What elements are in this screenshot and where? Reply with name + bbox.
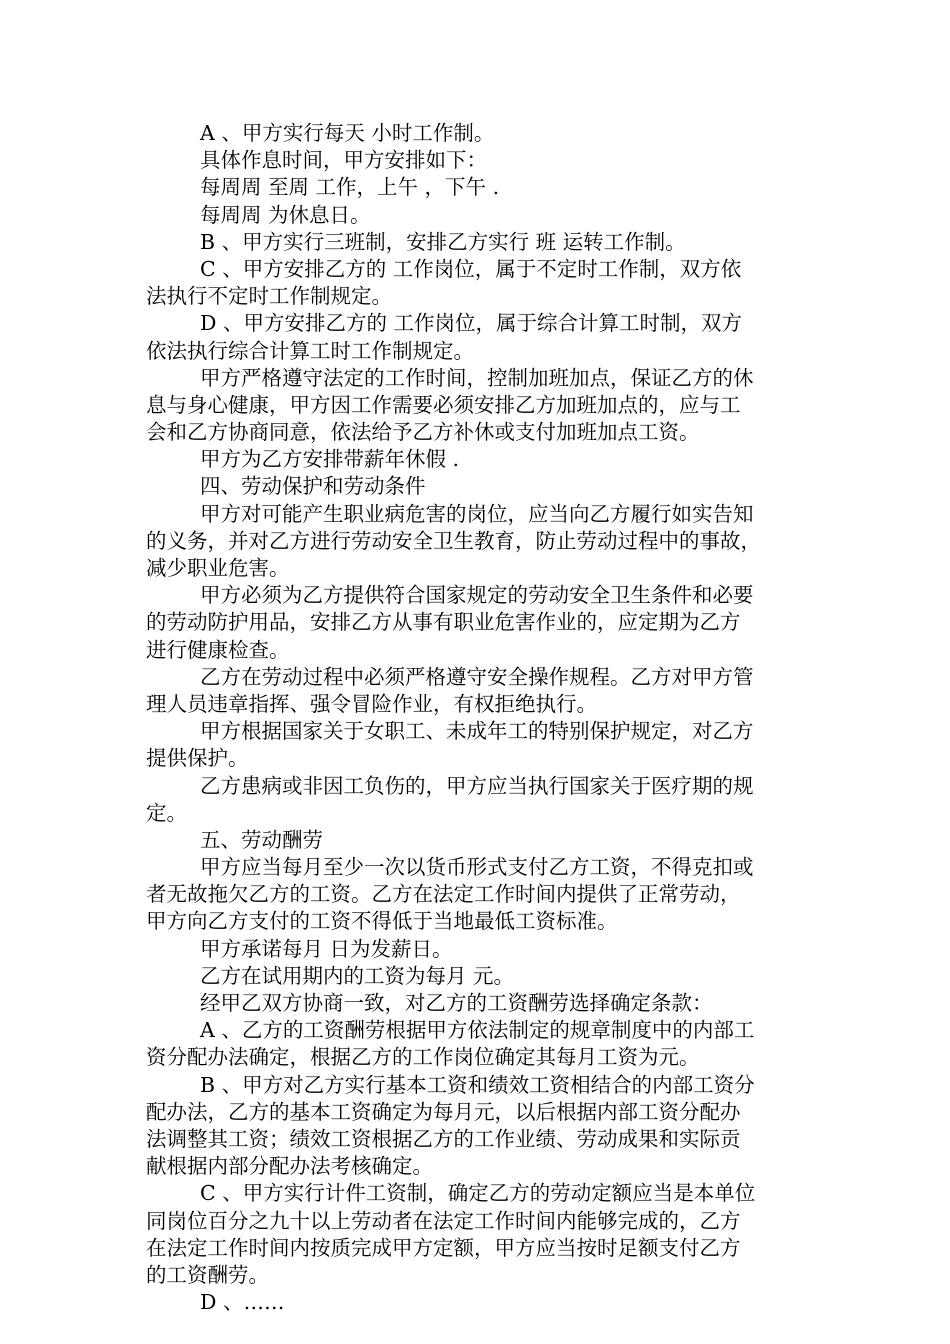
text-line: 法调整其工资；绩效工资根据乙方的工作业绩、劳动成果和实际贡 (146, 1126, 741, 1151)
text-line: 四、劳动保护和劳动条件 (200, 474, 426, 499)
text-line: D 、…… (200, 1290, 285, 1315)
text-line: 的义务，并对乙方进行劳动安全卫生教育，防止劳动过程中的事故， (146, 528, 761, 553)
text-line: 甲方必须为乙方提供符合国家规定的劳动安全卫生条件和必要 (200, 583, 754, 608)
text-line: 依法执行综合计算工时工作制规定。 (146, 338, 474, 363)
text-line: C 、甲方安排乙方的 工作岗位，属于不定时工作制，双方依 (200, 256, 742, 281)
text-line: 具体作息时间，甲方安排如下： (200, 148, 487, 173)
text-line: 五、劳动酬劳 (200, 827, 323, 852)
text-line: 甲方对可能产生职业病危害的岗位，应当向乙方履行如实告知 (200, 501, 754, 526)
text-line: 经甲乙双方协商一致，对乙方的工资酬劳选择确定条款： (200, 991, 713, 1015)
text-line: 者无故拖欠乙方的工资。乙方在法定工作时间内提供了正常劳动， (146, 882, 741, 907)
text-line: A 、乙方的工资酬劳根据甲方依法制定的规章制度中的内部工 (200, 1018, 755, 1043)
text-line: 甲方根据国家关于女职工、未成年工的特别保护规定，对乙方 (200, 719, 754, 744)
text-line: 乙方患病或非因工负伤的，甲方应当执行国家关于医疗期的规 (200, 773, 754, 798)
text-line: 会和乙方协商同意，依法给予乙方补休或支付加班加点工资。 (146, 420, 700, 445)
text-line: 理人员违章指挥、强令冒险作业，有权拒绝执行。 (146, 691, 597, 716)
text-line: 进行健康检查。 (146, 637, 290, 662)
text-line: 提供保护。 (146, 746, 249, 771)
text-line: 的劳动防护用品，安排乙方从事有职业危害作业的，应定期为乙方 (146, 610, 741, 635)
text-line: 乙方在劳动过程中必须严格遵守安全操作规程。乙方对甲方管 (200, 664, 754, 689)
document-body (146, 120, 826, 1316)
text-line: 每周周 为休息日。 (200, 202, 371, 227)
text-line: 的工资酬劳。 (146, 1262, 269, 1287)
text-line: 甲方为乙方安排带薪年休假 . (200, 447, 460, 472)
text-line: 甲方向乙方支付的工资不得低于当地最低工资标准。 (146, 909, 618, 934)
text-line: 乙方在试用期内的工资为每月 元。 (200, 963, 515, 988)
text-line: 定。 (146, 800, 187, 825)
text-line: 献根据内部分配办法考核确定。 (146, 1154, 433, 1179)
text-line: B 、甲方实行三班制，安排乙方实行 班 运转工作制。 (200, 229, 686, 254)
text-line: D 、甲方安排乙方的 工作岗位，属于综合计算工时制，双方 (200, 311, 742, 336)
text-line: 息与身心健康，甲方因工作需要必须安排乙方加班加点的，应与工 (146, 392, 741, 417)
text-line: 甲方应当每月至少一次以货币形式支付乙方工资，不得克扣或 (200, 855, 754, 880)
text-line: 配办法，乙方的基本工资确定为每月元，以后根据内部工资分配办 (146, 1099, 741, 1124)
text-line: 甲方严格遵守法定的工作时间，控制加班加点，保证乙方的休 (200, 365, 754, 390)
text-line: A 、甲方实行每天 小时工作制。 (200, 121, 495, 145)
text-line: 资分配办法确定，根据乙方的工作岗位确定其每月工资为元。 (146, 1045, 700, 1070)
text-line: 减少职业危害。 (146, 556, 290, 580)
text-line: 法执行不定时工作制规定。 (146, 284, 392, 309)
text-line: C 、甲方实行计件工资制，确定乙方的劳动定额应当是本单位 (200, 1181, 756, 1206)
text-line: 在法定工作时间内按质完成甲方定额，甲方应当按时足额支付乙方 (146, 1235, 741, 1260)
text-line: 甲方承诺每月 日为发薪日。 (200, 936, 453, 961)
text-line: B 、甲方对乙方实行基本工资和绩效工资相结合的内部工资分 (200, 1072, 755, 1097)
text-line: 每周周 至周 工作，上午 ，下午 . (200, 175, 500, 200)
text-line: 同岗位百分之九十以上劳动者在法定工作时间内能够完成的，乙方 (146, 1208, 741, 1233)
